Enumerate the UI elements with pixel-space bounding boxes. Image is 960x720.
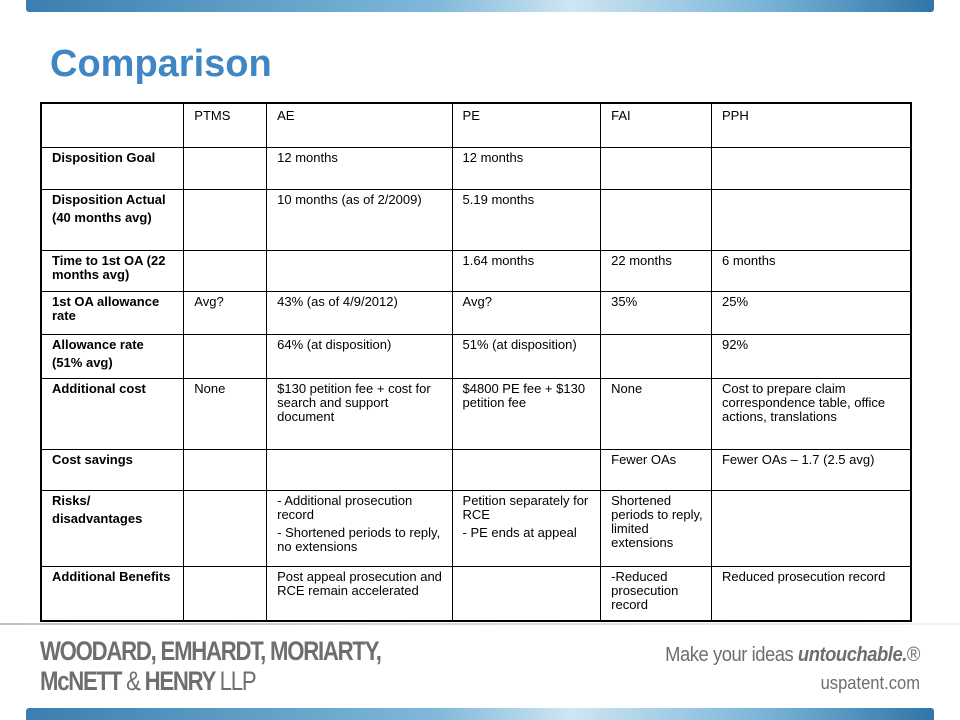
table-row bbox=[41, 250, 911, 291]
row-label-text: Additional cost bbox=[52, 380, 146, 396]
row-label-subtext: disadvantages bbox=[52, 510, 143, 526]
footer-divider bbox=[0, 623, 960, 625]
table-cell bbox=[184, 147, 267, 189]
cell-paragraph: - Shortened periods to reply, no extensions bbox=[277, 524, 441, 554]
table-cell bbox=[711, 490, 911, 566]
tagline-text: Make your ideas bbox=[665, 644, 798, 666]
table-cell: 12 months bbox=[452, 147, 601, 189]
firm-logo bbox=[40, 636, 381, 698]
table-cell: Fewer OAs bbox=[601, 449, 712, 490]
logo-name-mcnett: McNETT bbox=[40, 666, 122, 696]
row-label bbox=[41, 189, 184, 250]
table-cell: 22 months bbox=[601, 250, 712, 291]
table-cell bbox=[601, 189, 712, 250]
table-cell: $130 petition fee + cost for search and support document bbox=[267, 378, 452, 449]
bottom-decor-bar bbox=[26, 708, 934, 720]
header-pe: PE bbox=[452, 103, 601, 147]
cell-paragraph: Petition separately for RCE bbox=[462, 492, 589, 522]
table-cell: 5.19 months bbox=[452, 189, 601, 250]
table-cell: Avg? bbox=[184, 291, 267, 334]
row-label-text: Cost savings bbox=[52, 451, 133, 467]
table-cell: 43% (as of 4/9/2012) bbox=[267, 291, 452, 334]
table-cell bbox=[452, 566, 601, 621]
table-cell bbox=[184, 334, 267, 378]
top-decor-bar bbox=[26, 0, 934, 12]
row-label-text: Allowance rate bbox=[52, 336, 144, 352]
row-label-text: Disposition Goal bbox=[52, 149, 156, 165]
row-label-text: 1st OA allowance rate bbox=[52, 293, 160, 323]
logo-line-1: WOODARD, EMHARDT, MORIARTY, bbox=[40, 636, 381, 666]
table-cell: None bbox=[184, 378, 267, 449]
row-label-text: Disposition Actual bbox=[52, 191, 166, 207]
logo-name-henry: HENRY bbox=[144, 666, 215, 696]
table-cell: $4800 PE fee + $130 petition fee bbox=[452, 378, 601, 449]
cell-paragraph: - PE ends at appeal bbox=[462, 524, 577, 540]
table-cell: Reduced prosecution record bbox=[711, 566, 911, 621]
header-ae: AE bbox=[267, 103, 452, 147]
tagline bbox=[665, 644, 920, 667]
table-cell bbox=[184, 250, 267, 291]
table-cell bbox=[267, 449, 452, 490]
row-label bbox=[41, 250, 184, 291]
table-row bbox=[41, 449, 911, 490]
table-cell: 64% (at disposition) bbox=[267, 334, 452, 378]
row-label bbox=[41, 334, 184, 378]
table-cell bbox=[267, 490, 452, 566]
row-label bbox=[41, 490, 184, 566]
table-cell bbox=[184, 189, 267, 250]
table-cell bbox=[184, 490, 267, 566]
cell-paragraph: - Additional prosecution record bbox=[277, 492, 413, 522]
table-row bbox=[41, 334, 911, 378]
table-row bbox=[41, 490, 911, 566]
table-cell bbox=[601, 334, 712, 378]
table-cell bbox=[452, 490, 601, 566]
row-label-text: Risks/ bbox=[52, 492, 91, 508]
table-cell bbox=[711, 189, 911, 250]
logo-line-2 bbox=[40, 666, 255, 696]
row-label-subtext: (40 months avg) bbox=[52, 209, 152, 225]
table-cell: Fewer OAs – 1.7 (2.5 avg) bbox=[711, 449, 911, 490]
row-label-text: Additional Benefits bbox=[52, 568, 171, 584]
table-cell: -Reduced prosecution record bbox=[601, 566, 712, 621]
header-fai: FAI bbox=[601, 103, 712, 147]
table-cell: 25% bbox=[711, 291, 911, 334]
table-cell bbox=[184, 449, 267, 490]
logo-llp: LLP bbox=[219, 666, 256, 696]
header-pph: PPH bbox=[711, 103, 911, 147]
registered-mark: ® bbox=[906, 644, 920, 666]
row-label bbox=[41, 291, 184, 334]
table-row bbox=[41, 566, 911, 621]
table-cell: 92% bbox=[711, 334, 911, 378]
tagline-block bbox=[643, 644, 920, 694]
table-cell: Avg? bbox=[452, 291, 601, 334]
tagline-emphasis: untouchable. bbox=[797, 644, 907, 666]
table-cell: Post appeal prosecution and RCE remain accelerated bbox=[267, 566, 452, 621]
table-cell: 10 months (as of 2/2009) bbox=[267, 189, 452, 250]
row-label-subtext: (51% avg) bbox=[52, 354, 113, 370]
table-row bbox=[41, 147, 911, 189]
table-cell bbox=[267, 250, 452, 291]
table-cell bbox=[711, 147, 911, 189]
table-cell: Cost to prepare claim correspondence table, office actions, translations bbox=[711, 378, 911, 449]
table-cell: 51% (at disposition) bbox=[452, 334, 601, 378]
table-row bbox=[41, 378, 911, 449]
table-cell: Shortened periods to reply, limited extensions bbox=[601, 490, 712, 566]
row-label bbox=[41, 566, 184, 621]
website-link[interactable]: uspatent.com bbox=[820, 673, 920, 693]
row-label bbox=[41, 147, 184, 189]
page-title: Comparison bbox=[50, 43, 272, 85]
row-label bbox=[41, 378, 184, 449]
table-cell bbox=[184, 566, 267, 621]
table-header-row bbox=[41, 103, 911, 147]
table-cell: 12 months bbox=[267, 147, 452, 189]
row-label bbox=[41, 449, 184, 490]
header-cell-empty bbox=[41, 103, 184, 147]
row-label-text: Time to 1st OA (22 months avg) bbox=[52, 252, 166, 282]
table-row bbox=[41, 189, 911, 250]
comparison-table bbox=[40, 102, 912, 622]
table-cell: 1.64 months bbox=[452, 250, 601, 291]
table-row bbox=[41, 291, 911, 334]
table-cell: 6 months bbox=[711, 250, 911, 291]
table-cell: None bbox=[601, 378, 712, 449]
logo-ampersand: & bbox=[126, 666, 140, 696]
table-cell bbox=[601, 147, 712, 189]
table-cell bbox=[452, 449, 601, 490]
header-ptms: PTMS bbox=[184, 103, 267, 147]
table-cell: 35% bbox=[601, 291, 712, 334]
